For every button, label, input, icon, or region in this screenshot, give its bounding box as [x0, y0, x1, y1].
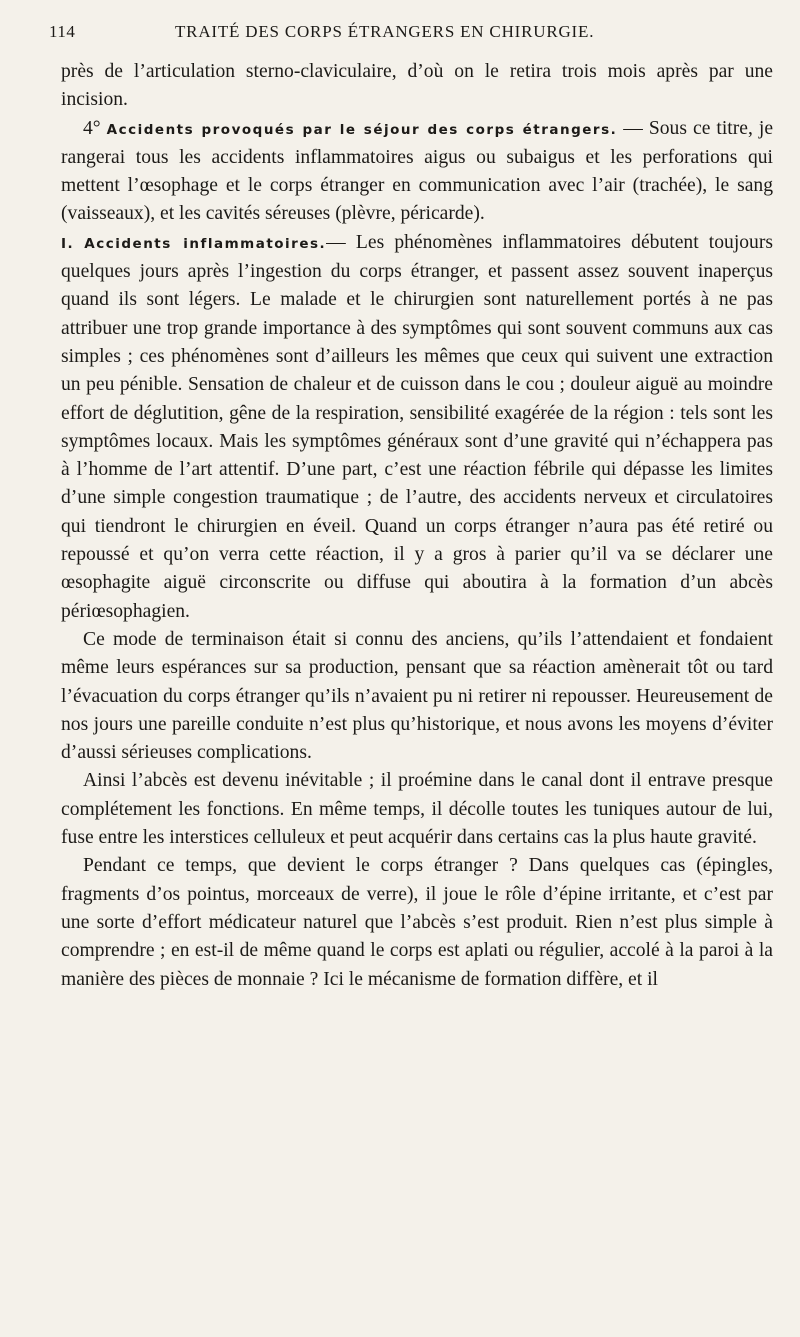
paragraph-6: Pendant ce temps, que devient le corps étranger ? Dans quelques cas (épingles, fragments d’os pointus, morceaux de verre), il joue le rôle d’épine irritante, et c’est par une sorte d’effort médicateur naturel que l’abcès s’est produit. Rien n’est plus simple à comprendre ; en est-il de même quand le corps est aplati ou régulier, accolé à la paroi à la manière des pièces de monnaie ? Ici le mécanisme de formation diffère, et il [61, 855, 773, 990]
paragraph-4: Ce mode de terminaison était si connu des anciens, qu’ils l’attendaient et fondaient même leurs espérances sur sa production, pensant que sa réaction amènerait tôt ou tard l’évacuation du corps étranger qu’ils n’avaient pu ni retirer ni repousser. Heureusement de nos jours une pareille conduite n’est plus qu’historique, et nous avons les moyens d’éviter d’aussi sérieuses complications. [61, 628, 773, 764]
subsection-heading: Accidents inflammatoires. [84, 235, 327, 252]
running-title: TRAITÉ DES CORPS ÉTRANGERS EN CHIRURGIE. [175, 22, 595, 41]
section-number: 4° [83, 117, 101, 139]
body-text [61, 58, 773, 994]
subsection-text: — Les phénomènes inflammatoires débutent toujours quelques jours après l’ingestion du corps étranger, et passent assez souvent inaperçus quand ils sont légers. Le malade et le chirurgien sont naturellement portés à ne pas attribuer une trop grande importance à des symptômes qui sont souvent communs aux cas simples ; ces phénomènes sont d’ailleurs les mêmes que ceux qui suivent une extraction un peu pénible. Sensation de chaleur et de cuisson dans le cou ; douleur aiguë au moindre effort de déglutition, gêne de la respiration, sensibilité exagérée de la région : tels sont les symptômes locaux. Mais les symptômes généraux sont d’une gravité qui n’échappera pas à l’homme de l’art attentif. D’une part, c’est une réaction fébrile qui dépasse les limites d’une simple congestion traumatique ; de l’autre, des accidents nerveux et circulatoires qui tiendront le chirurgien en éveil. Quand un corps étranger n’aura pas été retiré ou repoussé et qu’on verra cette réaction, il y a gros à parier qu’il va se déclarer une œsophagite aiguë circonscrite ou diffuse qui aboutira à la formation d’un abcès périœsophagien. [61, 231, 774, 622]
paragraph-2 [61, 115, 773, 229]
section-heading: Accidents provoqués par le séjour des corps étrangers. [106, 121, 618, 138]
running-head [49, 22, 770, 52]
page-number: 114 [49, 22, 76, 41]
paragraph-5: Ainsi l’abcès est devenu inévitable ; il proémine dans le canal dont il entrave presque complétement les fonctions. En même temps, il décolle toutes les tuniques autour de lui, fuse entre les interstices celluleux et peut acquérir dans certains cas la plus haute gravité. [61, 770, 773, 849]
subsection-number: I. [61, 235, 75, 252]
section-text: — Sous ce titre, je rangerai tous les accidents inflammatoires aigus ou subaigus et les perforations qui mettent l’œsophage et le corps étranger en communication avec l’air (trachée), le sang (vaisseaux), et les cavités séreuses (plèvre, péricarde). [61, 117, 774, 225]
paragraph-1: près de l’articulation sterno-claviculaire, d’où on le retira trois mois après par une incision. [61, 61, 773, 111]
paragraph-3 [61, 229, 773, 626]
